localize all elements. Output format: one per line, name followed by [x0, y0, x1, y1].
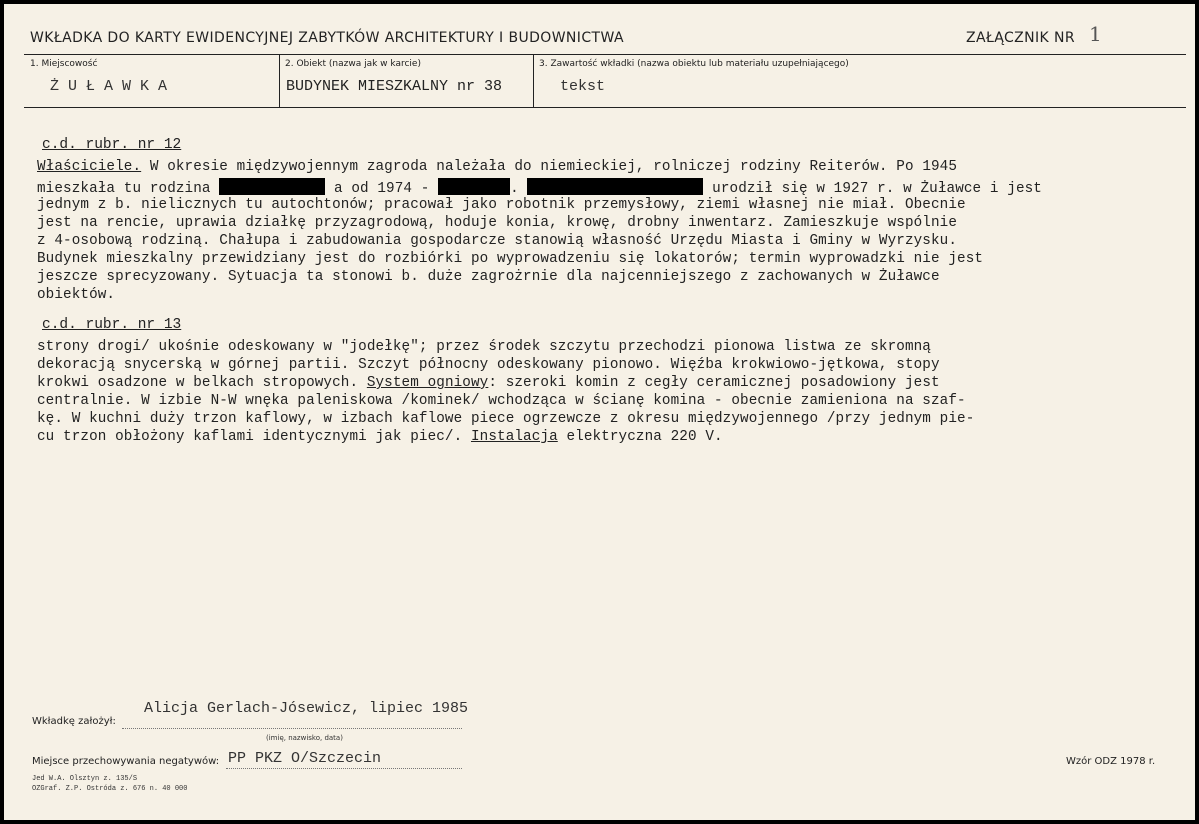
field-divider-2 — [533, 54, 534, 107]
section-12-line-4: jest na rencie, uprawia działkę przyzagrodową, hoduje konia, krowę, drobny inwentarz. Zamieszkuje wspólnie — [37, 215, 958, 231]
section-13-line-3-text-a: krokwi osadzone w belkach stropowych. — [37, 375, 367, 391]
redaction-block-1 — [219, 178, 325, 195]
print-line-2: OZGraf. Z.P. Ostróda z. 676 n. 40 000 — [32, 785, 188, 793]
section-13-line-6 — [37, 429, 723, 445]
section-13-line-3 — [37, 375, 940, 391]
prepared-by-line — [122, 728, 462, 729]
record-card — [4, 4, 1195, 820]
section-12-line-3: jednym z b. nielicznych tu autochtonów; pracował jako robotnik przemysłowy, ziemi własnej nie miał. Obecnie — [37, 197, 966, 213]
section-12-line-1-text: W okresie międzywojennym zagroda należała do niemieckiej, rolniczej rodziny Reiterów. Po 1945 — [141, 159, 958, 175]
section-12-line-5: z 4-osobową rodziną. Chałupa i zabudowania gospodarcze stanowią własność Urzędu Miasta i Gminy w Wyrzysku. — [37, 233, 958, 249]
content-label: 3. Zawartość wkładki (nazwa obiektu lub materiału uzupełniającego) — [539, 59, 849, 69]
owners-heading: Właściciele. — [37, 159, 142, 175]
section-13-line-2: dekoracją snycerską w górnej partii. Szczyt północny odeskowany pionowo. Więźba krokwiowo-jętkowa, stopy — [37, 357, 940, 373]
redaction-block-2 — [438, 178, 510, 195]
section-12-line-2-text-b: a od 1974 - — [325, 181, 439, 197]
form-title: WKŁADKA DO KARTY EWIDENCYJNEJ ZABYTKÓW ARCHITEKTURY I BUDOWNICTWA — [30, 30, 624, 46]
heating-system-heading: System ogniowy — [366, 375, 489, 391]
form-id: Wzór ODZ 1978 r. — [1066, 756, 1156, 767]
annex-number: 1 — [1089, 22, 1102, 46]
annex-label: ZAŁĄCZNIK NR — [966, 30, 1075, 46]
place-value: ŻUŁAWKA — [50, 78, 177, 95]
section-13-line-6-text-c: elektryczna 220 V. — [557, 429, 723, 445]
prepared-by-caption: (imię, nazwisko, data) — [266, 734, 343, 742]
header-rule-top — [24, 54, 1186, 55]
field-divider-1 — [279, 54, 280, 107]
installation-heading: Instalacja — [470, 429, 558, 445]
section-13-line-6-text-a: cu trzon obłożony kaflami identycznymi jak piec/. — [37, 429, 471, 445]
object-value: BUDYNEK MIESZKALNY nr 38 — [286, 78, 503, 95]
section-12-line-2-text-d: urodził się w 1927 r. w Żuławce i jest — [703, 181, 1042, 197]
place-label: 1. Miejscowość — [30, 59, 98, 69]
section-13-line-3-text-c: : szeroki komin z cegły ceramicznej posadowiony jest — [488, 375, 940, 391]
section-13-line-5: kę. W kuchni duży trzon kaflowy, w izbach kaflowe piece ogrzewcze z okresu międzywojennego /przy jednym pie- — [37, 411, 975, 427]
prepared-by-value: Alicja Gerlach-Jósewicz, lipiec 1985 — [144, 700, 469, 717]
section-13-heading: c.d. rubr. nr 13 — [42, 317, 182, 333]
print-line-1: Jed W.A. Olsztyn z. 135/S — [32, 775, 138, 783]
header-rule-bottom — [24, 107, 1186, 108]
section-12-line-8: obiektów. — [37, 287, 116, 303]
redaction-block-3 — [527, 178, 703, 195]
section-12-line-1 — [37, 159, 957, 175]
content-value: tekst — [560, 78, 606, 95]
negatives-value: PP PKZ O/Szczecin — [228, 750, 382, 767]
section-12-line-7: jeszcze sprecyzowany. Sytuacja ta stonowi b. duże zagrożrnie dla najcenniejszego z zachowanych w Żuławce — [37, 269, 940, 285]
section-12-line-6: Budynek mieszkalny przewidziany jest do rozbiórki po wyprowadzeniu się lokatorów; termin wyprowadzki nie jest — [37, 251, 984, 267]
prepared-by-label: Wkładkę założył: — [32, 716, 116, 727]
section-12-line-2 — [37, 178, 1042, 197]
section-12-heading: c.d. rubr. nr 12 — [42, 137, 182, 153]
negatives-line — [226, 768, 462, 769]
section-13-line-4: centralnie. W izbie N-W wnęka paleniskowa /kominek/ wchodząca w ścianę komina - obecnie zamieniona na szaf- — [37, 393, 966, 409]
section-13-line-1: strony drogi/ ukośnie odeskowany w "jodełkę"; przez środek szczytu przechodzi pionowa listwa ze skromną — [37, 339, 931, 355]
section-12-line-2-text-c: . — [510, 181, 528, 197]
section-12-line-2-text-a: mieszkała tu rodzina — [37, 181, 220, 197]
negatives-label: Miejsce przechowywania negatywów: — [32, 756, 220, 767]
object-label: 2. Obiekt (nazwa jak w karcie) — [285, 59, 421, 69]
